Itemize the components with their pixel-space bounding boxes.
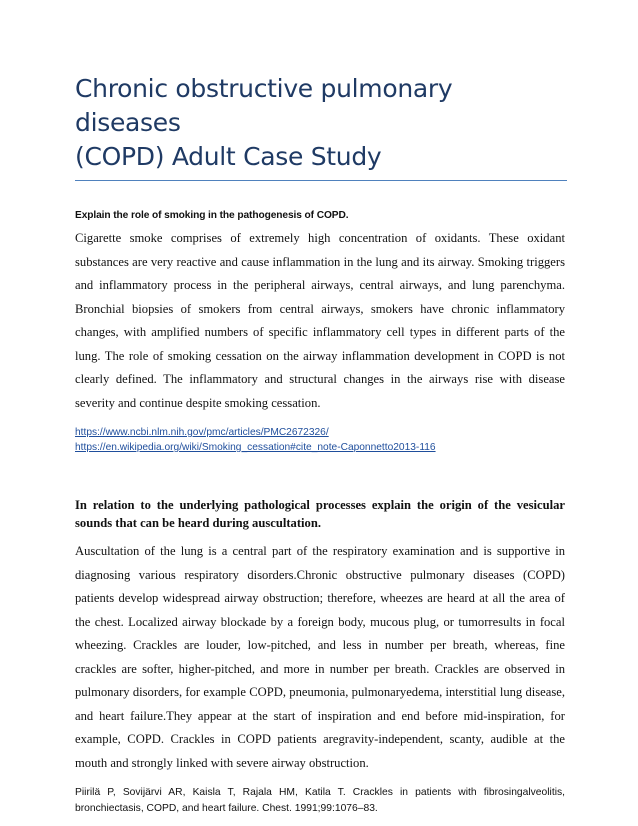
question-1-heading: Explain the role of smoking in the pathogenesis of COPD. [75,210,349,221]
citation-reference: Piirilä P, Sovijärvi AR, Kaisla T, Rajala HM, Katila T. Crackles in patients with fibrosingalveolitis, bronchiectasis, COPD, and heart failure. Chest. 1991;99:1076–83. [75,787,565,814]
title-line-2: (COPD) Adult Case Study [75,142,382,171]
answer-1-paragraph: Cigarette smoke comprises of extremely high concentration of oxidants. These oxidant substances are very reactive and cause inflammation in the lung and its airway. Smoking triggers and inflammatory process in the peripheral airways, central airways, and lung parenchyma. Bronchial biopsies of smokers from central airways, smokers have chronic inflammatory changes, with amplified numbers of specific inflammatory cell types in different parts of the lung. The role of smoking cessation on the airway inflammation development in COPD is not clearly defined. The inflammatory and structural changes in the airways rise with disease severity and continue despite smoking cessation. [75,231,565,410]
question-2-heading: In relation to the underlying pathological processes explain the origin of the vesicular sounds that can be heard during auscultation. [75,498,565,530]
reference-link-ncbi[interactable]: https://www.ncbi.nlm.nih.gov/pmc/articles/PMC2672326/ [75,427,329,438]
title-line-1: Chronic obstructive pulmonary diseases [75,74,453,137]
document-title [75,72,565,174]
reference-links [75,425,565,455]
document-page [75,72,565,817]
title-divider [75,180,567,181]
answer-2-paragraph: Auscultation of the lung is a central part of the respiratory examination and is supportive in diagnosing various respiratory disorders.Chronic obstructive pulmonary diseases (COPD) patients develop widespread airway obstruction; therefore, wheezes are heard at all the area of the chest. Localized airway blockade by a foreign body, mucous plug, or tumorresults in focal wheezing. Crackles are louder, low-pitched, and less in number per breath, whereas, fine crackles are softer, higher-pitched, and more in number per breath. Crackles are observed in pulmonary disorders, for example COPD, pneumonia, pulmonaryedema, interstitial lung disease, and heart failure.They appear at the start of inspiration and end before mid-inspiration, for example, COPD. Crackles in COPD patients aregravity-independent, scanty, audible at the mouth and strongly linked with severe airway obstruction. [75,544,565,770]
reference-link-wikipedia[interactable]: https://en.wikipedia.org/wiki/Smoking_cessation#cite_note-Caponnetto2013-116 [75,442,436,453]
